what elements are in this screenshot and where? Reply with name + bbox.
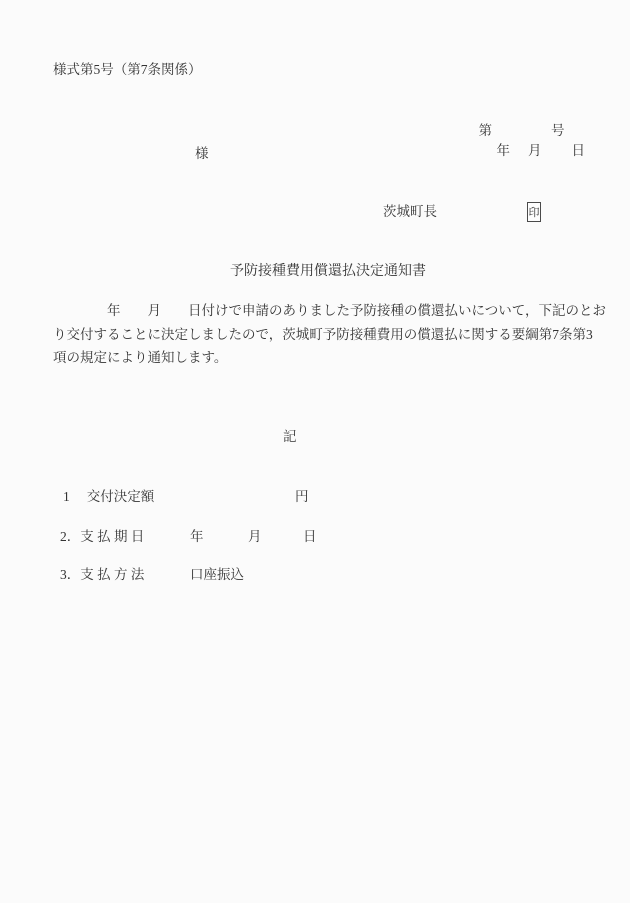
- item-payment-method: [60, 563, 480, 581]
- doc-date-day-label: 日: [571, 142, 585, 158]
- payment-method-value: 口座振込: [190, 567, 244, 582]
- item-grant-amount: [63, 485, 483, 503]
- item-label: 支 払 期 日: [80, 529, 145, 544]
- form-number-label: 様式第5号（第7条関係）: [53, 62, 202, 77]
- sender-name: 茨城町長: [383, 204, 437, 219]
- record-heading: 記: [283, 429, 297, 444]
- body-paragraph: [53, 299, 606, 370]
- item-number: 2．: [60, 529, 81, 544]
- doc-date-month-label: 月: [528, 142, 542, 158]
- item-payment-date: [60, 525, 480, 543]
- body-line: り交付することに決定しましたので，茨城町予防接種費用の償還払に関する要綱第7条第3: [53, 326, 593, 342]
- item-label: 支 払 方 法: [80, 567, 145, 582]
- item-unit-yen: 円: [295, 489, 309, 504]
- body-line: 項の規定により通知します。: [53, 350, 228, 365]
- doc-date-line: [483, 126, 585, 177]
- item-number: 3．: [60, 567, 81, 582]
- item-number: 1: [63, 489, 70, 504]
- doc-date-year-label: 年: [496, 142, 510, 158]
- seal-label: 印: [528, 207, 540, 219]
- body-line: 年 月 日付けで申請のありました予防接種の償還払いについて，下記のとお: [53, 303, 606, 318]
- payment-date-month-label: 月: [248, 529, 262, 544]
- payment-date-day-label: 日: [303, 529, 317, 544]
- seal-box: [527, 202, 541, 222]
- payment-date-year-label: 年: [190, 529, 204, 544]
- document-title: 予防接種費用償還払決定通知書: [230, 264, 426, 279]
- doc-number-suffix: 号: [551, 122, 565, 138]
- item-label: 交付決定額: [86, 489, 155, 504]
- addressee-honorific: 様: [195, 146, 209, 161]
- doc-number-prefix: 第: [478, 122, 492, 138]
